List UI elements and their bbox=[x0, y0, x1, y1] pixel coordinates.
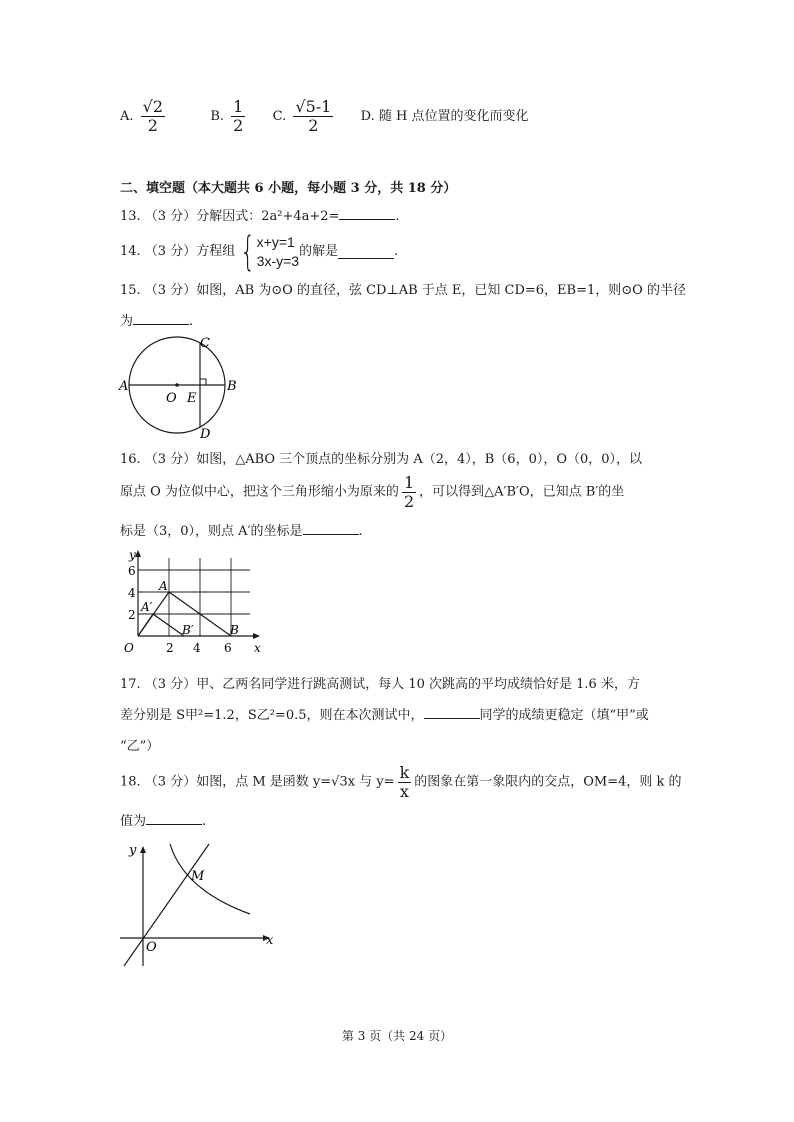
q15-circle-figure bbox=[116, 334, 246, 442]
triangle-apbpo bbox=[138, 614, 184, 636]
label-o: O bbox=[166, 391, 177, 406]
page-footer: 第 3 页（共 24 页） bbox=[341, 1029, 453, 1043]
q16-line3 bbox=[120, 522, 363, 541]
q13 bbox=[120, 207, 400, 226]
q15-answer-blank[interactable] bbox=[133, 312, 189, 325]
label-origin: O bbox=[146, 940, 157, 955]
label-y: y bbox=[129, 548, 136, 562]
label-b: B bbox=[227, 379, 237, 394]
label-x: x bbox=[266, 933, 274, 948]
q17-line2-suffix: 同学的成绩更稳定（填“甲”或 bbox=[479, 708, 649, 723]
hyperbola-k-over-x bbox=[170, 844, 250, 914]
tick-y-4: 4 bbox=[128, 586, 136, 600]
q12-options bbox=[120, 98, 528, 135]
option-a-numerator: √2 bbox=[142, 97, 164, 116]
q18-answer-blank[interactable] bbox=[146, 812, 202, 825]
q18-tail: . bbox=[202, 814, 207, 829]
option-a-fraction bbox=[141, 98, 165, 135]
option-a-label: A. bbox=[120, 109, 134, 124]
q14-answer-blank[interactable] bbox=[338, 246, 394, 259]
q17-answer-blank[interactable] bbox=[424, 706, 480, 719]
tick-y-6: 6 bbox=[128, 564, 136, 578]
q16-grid-figure bbox=[114, 546, 264, 658]
q16-line2-suffix: ，可以得到△A′B′O，已知点 B′的坐 bbox=[419, 484, 625, 500]
q18-line2-prefix: 值为 bbox=[120, 814, 147, 829]
q15-line2 bbox=[120, 312, 193, 331]
option-b-denominator: 2 bbox=[233, 116, 244, 135]
q16-fraction bbox=[402, 474, 416, 511]
q14-suffix: 的解是 bbox=[299, 244, 339, 259]
equation-1: x+y=1 bbox=[256, 234, 295, 250]
option-c-fraction bbox=[293, 98, 333, 135]
tick-x-2: 2 bbox=[166, 641, 174, 655]
q18-frac-den: x bbox=[399, 782, 409, 801]
q14 bbox=[120, 229, 399, 275]
option-b-label: B. bbox=[210, 109, 225, 124]
label-b: B bbox=[230, 623, 239, 637]
y-axis-arrow-icon bbox=[135, 550, 141, 557]
q13-answer-blank[interactable] bbox=[339, 207, 395, 220]
q15-tail: . bbox=[189, 314, 194, 329]
label-a-prime: A′ bbox=[141, 600, 153, 614]
q14-tail: . bbox=[394, 244, 399, 259]
q18-prefix: 18. （3 分）如图，点 M 是函数 y= bbox=[120, 774, 332, 790]
x-axis-arrow-icon bbox=[253, 633, 260, 639]
q18-graph-figure bbox=[112, 838, 282, 970]
q13-tail: . bbox=[395, 209, 400, 224]
q17-line2-prefix: 差分别是 S甲²=1.2，S乙²=0.5，则在本次测试中， bbox=[120, 708, 424, 723]
q18-line2 bbox=[120, 812, 206, 831]
q18-mid: x 与 y= bbox=[347, 774, 395, 790]
option-c-denominator: 2 bbox=[308, 116, 319, 135]
q17-line2 bbox=[120, 706, 649, 725]
right-angle-mark bbox=[200, 379, 206, 385]
left-brace-icon: { bbox=[240, 229, 256, 275]
q17-line1: 17. （3 分）甲、乙两名同学进行跳高测试，每人 10 次跳高的平均成绩恰好是 1.6 米，方 bbox=[120, 677, 640, 692]
option-c-numerator: √5-1 bbox=[295, 97, 332, 116]
q14-prefix: 14. （3 分）方程组 bbox=[120, 244, 236, 259]
equation-system bbox=[257, 233, 299, 271]
q16-line3-prefix: 标是（3，0），则点 A′的坐标是 bbox=[120, 524, 303, 539]
label-a: A bbox=[159, 579, 168, 593]
label-c: C bbox=[200, 336, 210, 351]
tick-y-2: 2 bbox=[128, 608, 136, 622]
label-a: A bbox=[119, 379, 129, 394]
option-b-fraction bbox=[231, 98, 245, 135]
q16-frac-den: 2 bbox=[403, 492, 415, 511]
q18-suffix: 的图象在第一象限内的交点，OM=4，则 k 的 bbox=[414, 774, 682, 790]
q16-line2 bbox=[120, 474, 624, 511]
y-axis-arrow-icon bbox=[140, 846, 146, 853]
center-dot bbox=[175, 383, 179, 387]
label-d: D bbox=[200, 427, 211, 442]
q18-frac-num: k bbox=[399, 763, 410, 782]
q15-line1: 15. （3 分）如图，AB 为⊙O 的直径，弦 CD⊥AB 于点 E，已知 CD=6，EB=1，则⊙O 的半径 bbox=[120, 283, 686, 298]
q18-sqrt3: √3 bbox=[331, 774, 348, 790]
label-origin: O bbox=[124, 641, 134, 655]
q16-answer-blank[interactable] bbox=[303, 522, 359, 535]
line-y-sqrt3x bbox=[124, 844, 209, 966]
label-e: E bbox=[187, 391, 197, 406]
q15-line2-prefix: 为 bbox=[120, 314, 134, 329]
tick-x-6: 6 bbox=[224, 641, 232, 655]
option-d-text: D. 随 H 点位置的变化而变化 bbox=[360, 109, 529, 124]
label-y: y bbox=[129, 843, 137, 858]
q18-line1 bbox=[120, 764, 682, 801]
q18-fraction bbox=[398, 764, 412, 801]
q16-line2-prefix: 原点 O 为位似中心，把这个三角形缩小为原来的 bbox=[120, 484, 399, 500]
option-c-label: C. bbox=[272, 109, 287, 124]
q17-line3: “乙”） bbox=[120, 739, 160, 754]
equation-2: 3x-y=3 bbox=[256, 253, 300, 269]
tick-x-4: 4 bbox=[193, 641, 201, 655]
option-b-numerator: 1 bbox=[233, 97, 244, 116]
q13-text: 13. （3 分）分解因式：2a²+4a+2= bbox=[120, 209, 340, 224]
q16-line1: 16. （3 分）如图，△ABO 三个顶点的坐标分别为 A（2，4），B（6，0），O（0，0），以 bbox=[120, 452, 643, 467]
q16-tail: . bbox=[358, 524, 363, 539]
label-b-prime: B′ bbox=[182, 623, 194, 637]
label-x: x bbox=[254, 641, 261, 655]
label-m: M bbox=[191, 869, 205, 884]
section2-heading: 二、填空题（本大题共 6 小题，每小题 3 分，共 18 分） bbox=[120, 181, 457, 196]
q16-frac-num: 1 bbox=[403, 473, 415, 492]
option-a-denominator: 2 bbox=[147, 116, 158, 135]
